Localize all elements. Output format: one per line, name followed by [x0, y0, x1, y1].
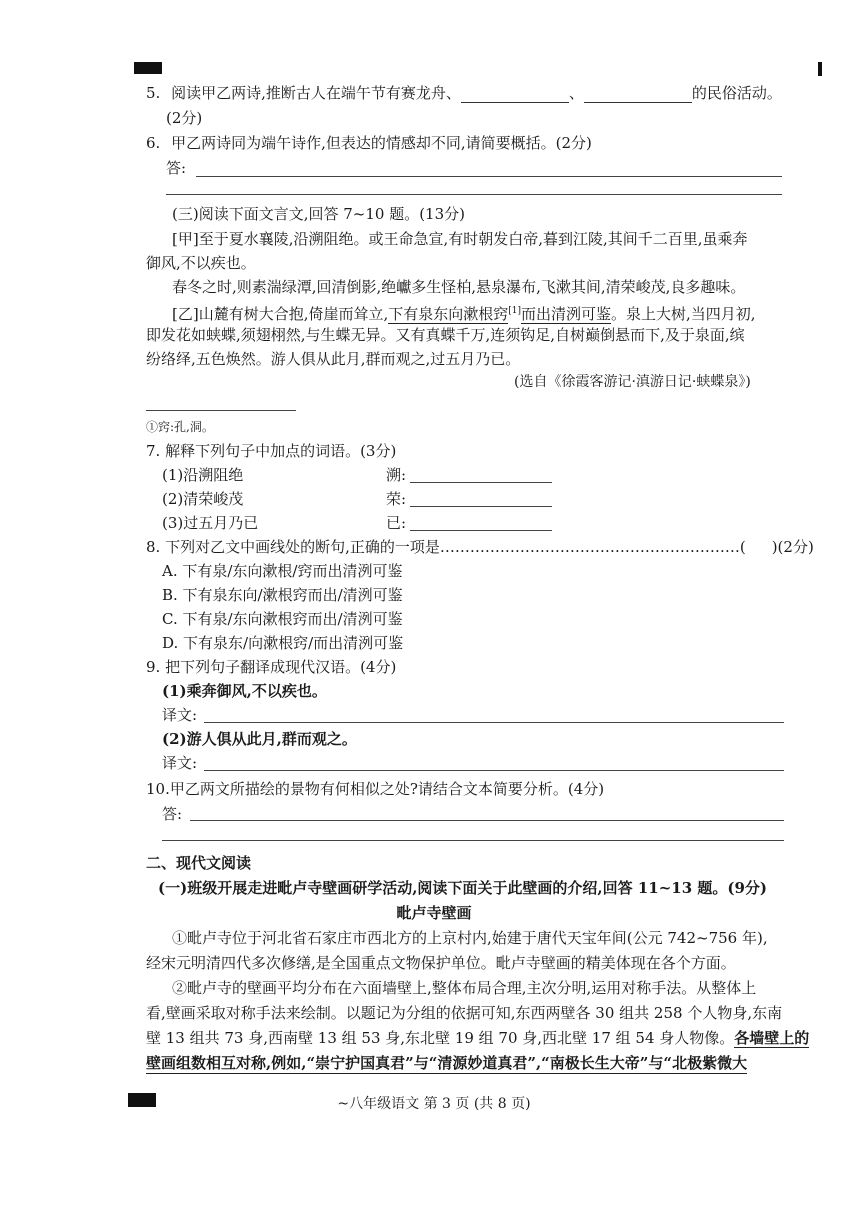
passage-jia-line3: 春冬之时,则素湍绿潭,回清倒影,绝巘多生怪柏,悬泉瀑布,飞漱其间,清荣峻茂,良多趣味。 [172, 278, 746, 296]
part-2-subheading: (一)班级开展走进毗卢寺壁画研学活动,阅读下面关于此壁画的介绍,回答 11~13 题。(9分) [158, 879, 768, 897]
passage-yi-underlined-2: 而出清洌可鉴 [521, 305, 612, 323]
question-6-number: 6. [146, 134, 161, 152]
question-8 [146, 537, 814, 557]
article-p2-underlined: 各墙壁上的 [734, 1029, 810, 1047]
passage-yi-line1 [172, 301, 756, 324]
article-title: 毗卢寺壁画 [396, 904, 472, 922]
q7-blank-2[interactable] [410, 506, 552, 507]
blank-5a[interactable] [461, 102, 569, 103]
q10-answer-label: 答: [162, 805, 183, 823]
question-5-text: 阅读甲乙两诗,推断古人在端午节有赛龙舟、 [171, 84, 461, 102]
article-p2-line2: 看,壁画采取对称手法来绘制。以题记为分组的依据可知,东西两壁各 30 组共 258 个人物身,东南 [146, 1004, 783, 1022]
q9-sentence-1: (1)乘奔御风,不以疾也。 [162, 682, 327, 700]
question-8-text: 8. 下列对乙文中画线处的断句,正确的一项是……………………………………………………( [146, 538, 746, 556]
question-6 [146, 133, 592, 153]
q7-blank-1[interactable] [410, 482, 552, 483]
q7-item-1: (1)沿溯阻绝 [162, 466, 244, 484]
question-6-text: 甲乙两诗同为端午诗作,但表达的情感却不同,请简要概括。(2分) [171, 134, 592, 152]
footnote-divider [146, 410, 296, 411]
passage-jia-line1: [甲]至于夏水襄陵,沿溯阻绝。或王命急宣,有时朝发白帝,暮到江陵,其间千二百里,虽乘奔 [172, 230, 748, 248]
q9-translation-label-2: 译文: [162, 754, 198, 772]
article-p2-line3-text: 壁 13 组共 73 身,西南壁 13 组 53 身,东北壁 19 组 70 身,西北壁 17 组 54 身人物像。 [146, 1029, 735, 1047]
q7-item-3-word: 已: [386, 514, 407, 532]
scan-edge-mark-right [818, 62, 822, 76]
question-5-comma: 、 [568, 84, 584, 102]
q9-translation-label-1: 译文: [162, 706, 198, 724]
q7-item-2-word: 荣: [386, 490, 407, 508]
question-5-tail: 的民俗活动。 [691, 84, 782, 102]
answer-line-6a[interactable] [196, 176, 782, 177]
question-5 [146, 83, 782, 103]
q10-answer-line-1[interactable] [190, 820, 784, 821]
footnote: ①窍:孔,洞。 [146, 420, 214, 434]
question-6-answer-label: 答: [166, 159, 187, 177]
passage-yi-lead: [乙]山麓有树大合抱,倚崖而耸立, [172, 305, 389, 323]
article-p2-line4: 壁画组数相互对称,例如,“崇宁护国真君”与“清源妙道真君”,“南极长生大帝”与“北极紫微大 [146, 1054, 748, 1072]
blank-5b[interactable] [584, 102, 692, 103]
q8-option-c[interactable]: C. 下有泉/东向漱根窍而出/清洌可鉴 [162, 610, 403, 628]
answer-line-6b[interactable] [166, 194, 782, 195]
article-p1-line2: 经宋元明清四代多次修缮,是全国重点文物保护单位。毗卢寺壁画的精美体现在各个方面。 [146, 954, 736, 972]
question-7: 7. 解释下列句子中加点的词语。(3分) [146, 442, 397, 460]
q7-blank-3[interactable] [410, 530, 552, 531]
question-5-number: 5. [146, 84, 161, 102]
passage-yi-line2: 即发花如蛱蝶,须翅栩然,与生蝶无异。又有真蝶千万,连须钩足,自树巅倒悬而下,及于泉面,缤 [146, 326, 745, 344]
article-p2-line3 [146, 1028, 809, 1048]
section-3-heading: (三)阅读下面文言文,回答 7~10 题。(13分) [172, 205, 465, 223]
q8-option-b[interactable]: B. 下有泉东向/漱根窍而出/清洌可鉴 [162, 586, 403, 604]
part-2-heading: 二、现代文阅读 [146, 854, 252, 872]
passage-yi-underlined: 下有泉东向漱根窍 [388, 305, 509, 323]
question-5-points: (2分) [166, 109, 203, 127]
article-p1-line1: ①毗卢寺位于河北省石家庄市西北方的上京村内,始建于唐代天宝年间(公元 742~756 年), [172, 929, 768, 947]
article-p2-line1: ②毗卢寺的壁画平均分布在六面墙壁上,整体布局合理,主次分明,运用对称手法。从整体上 [172, 979, 757, 997]
passage-yi-rest: 。泉上大树,当四月初, [611, 305, 756, 323]
question-9: 9. 把下列句子翻译成现代汉语。(4分) [146, 658, 397, 676]
passage-jia-line2: 御风,不以疾也。 [146, 254, 256, 272]
footnote-ref-1: [1] [508, 306, 522, 316]
registration-mark-top [134, 62, 162, 74]
page-footer: ~八年级语文 第 3 页 (共 8 页) [337, 1096, 531, 1112]
q7-item-2: (2)清荣峻茂 [162, 490, 244, 508]
q8-option-d[interactable]: D. 下有泉东/向漱根窍/而出清洌可鉴 [162, 634, 404, 652]
q7-item-1-word: 溯: [386, 466, 407, 484]
q10-answer-line-2[interactable] [162, 840, 784, 841]
q9-answer-line-2[interactable] [204, 770, 784, 771]
question-10: 10.甲乙两文所描绘的景物有何相似之处?请结合文本简要分析。(4分) [146, 780, 605, 798]
q7-item-3: (3)过五月乃已 [162, 514, 259, 532]
q8-option-a[interactable]: A. 下有泉/东向漱根/窍而出清洌可鉴 [162, 562, 403, 580]
question-8-points: )(2分) [771, 538, 814, 556]
q9-sentence-2: (2)游人俱从此月,群而观之。 [162, 730, 357, 748]
q9-answer-line-1[interactable] [204, 722, 784, 723]
passage-source: (选自《徐霞客游记·滇游日记·蛱蝶泉》) [514, 374, 751, 390]
passage-yi-line3: 纷络绎,五色焕然。游人俱从此月,群而观之,过五月乃已。 [146, 350, 521, 368]
